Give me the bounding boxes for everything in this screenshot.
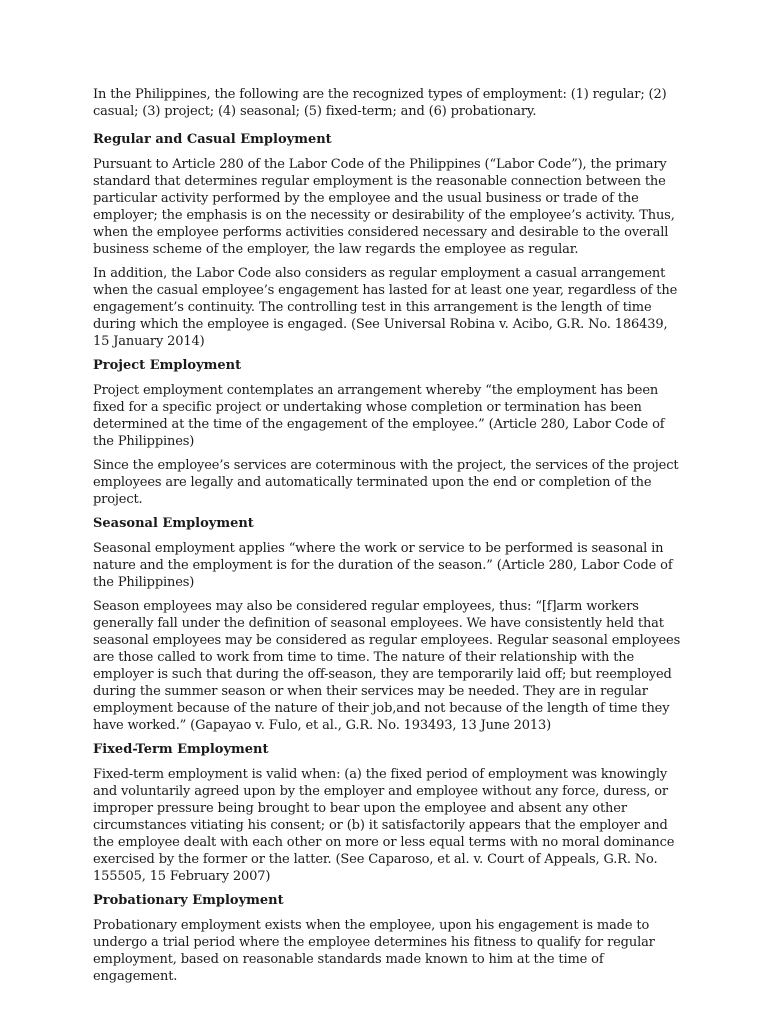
casual-employment-paragraph: In addition, the Labor Code also considers as regular employment a casual arrangement when the casual employee’s engagement has lasted for at least one year, regardless of the engagement’s continuity. The controlling test in this arrangement is the length of time during which the employee is engaged. (See Universal Robina v. Acibo, G.R. No. 186439, 15 January 2014) — [93, 266, 678, 349]
seasonal-employment-paragraph: Seasonal employment applies “where the work or service to be performed is seasonal in nature and the employment is for the duration of the season.” (Article 280, Labor Code of the Philippines) — [93, 541, 673, 590]
document-page — [93, 86, 681, 992]
section-heading-project: Project Employment — [93, 358, 242, 373]
fixed-term-paragraph: Fixed-term employment is valid when: (a) the fixed period of employment was knowingly and voluntarily agreed upon by the employer and employee without any force, duress, or improper pressure being brought to bear upon the employee and absent any other circumstances vitiating his consent; or (b) it satisfactorily appears that the employer and the employee dealt with each other on more or less equal terms with no moral dominance exercised by the former or the latter. (See Caparoso, et al. v. Court of Appeals, G.R. No. 155505, 15 February 2007) — [93, 767, 675, 884]
regular-employment-paragraph: Pursuant to Article 280 of the Labor Code of the Philippines (“Labor Code”), the primary standard that determines regular employment is the reasonable connection between the particular activity performed by the employee and the usual business or trade of the employer; the emphasis is on the necessity or desirability of the employee’s activity. Thus, when the employee performs activities considered necessary and desirable to the overall business scheme of the employer, the law regards the employee as regular. — [93, 157, 675, 257]
project-termination-paragraph: Since the employee’s services are coterminous with the project, the services of the project employees are legally and automatically terminated upon the end or completion of the project. — [93, 458, 679, 507]
section-heading-fixed-term: Fixed-Term Employment — [93, 742, 269, 757]
probationary-paragraph: Probationary employment exists when the employee, upon his engagement is made to undergo a trial period where the employee determines his fitness to qualify for regular employment, based on reasonable standards made known to him at the time of engagement. — [93, 918, 655, 984]
intro-paragraph: In the Philippines, the following are the recognized types of employment: (1) regular; (2) casual; (3) project; (4) seasonal; (5) fixed-term; and (6) probationary. — [93, 87, 667, 119]
section-heading-seasonal: Seasonal Employment — [93, 516, 254, 531]
project-employment-paragraph: Project employment contemplates an arrangement whereby “the employment has been fixed for a specific project or undertaking whose completion or termination has been determined at the time of the engagement of the employee.” (Article 280, Labor Code of the Philippines) — [93, 383, 665, 449]
section-heading-regular-casual: Regular and Casual Employment — [93, 132, 332, 147]
section-heading-probationary: Probationary Employment — [93, 893, 284, 908]
seasonal-regular-paragraph: Season employees may also be considered regular employees, thus: “[f]arm workers generally fall under the definition of seasonal employees. We have consistently held that seasonal employees may be considered as regular employees. Regular seasonal employees are those called to work from time to time. The nature of their relationship with the employer is such that during the off-season, they are temporarily laid off; but reemployed during the summer season or when their services may be needed. They are in regular employment because of the nature of their job,and not because of the length of time they have worked.” (Gapayao v. Fulo, et al., G.R. No. 193493, 13 June 2013) — [93, 599, 681, 733]
